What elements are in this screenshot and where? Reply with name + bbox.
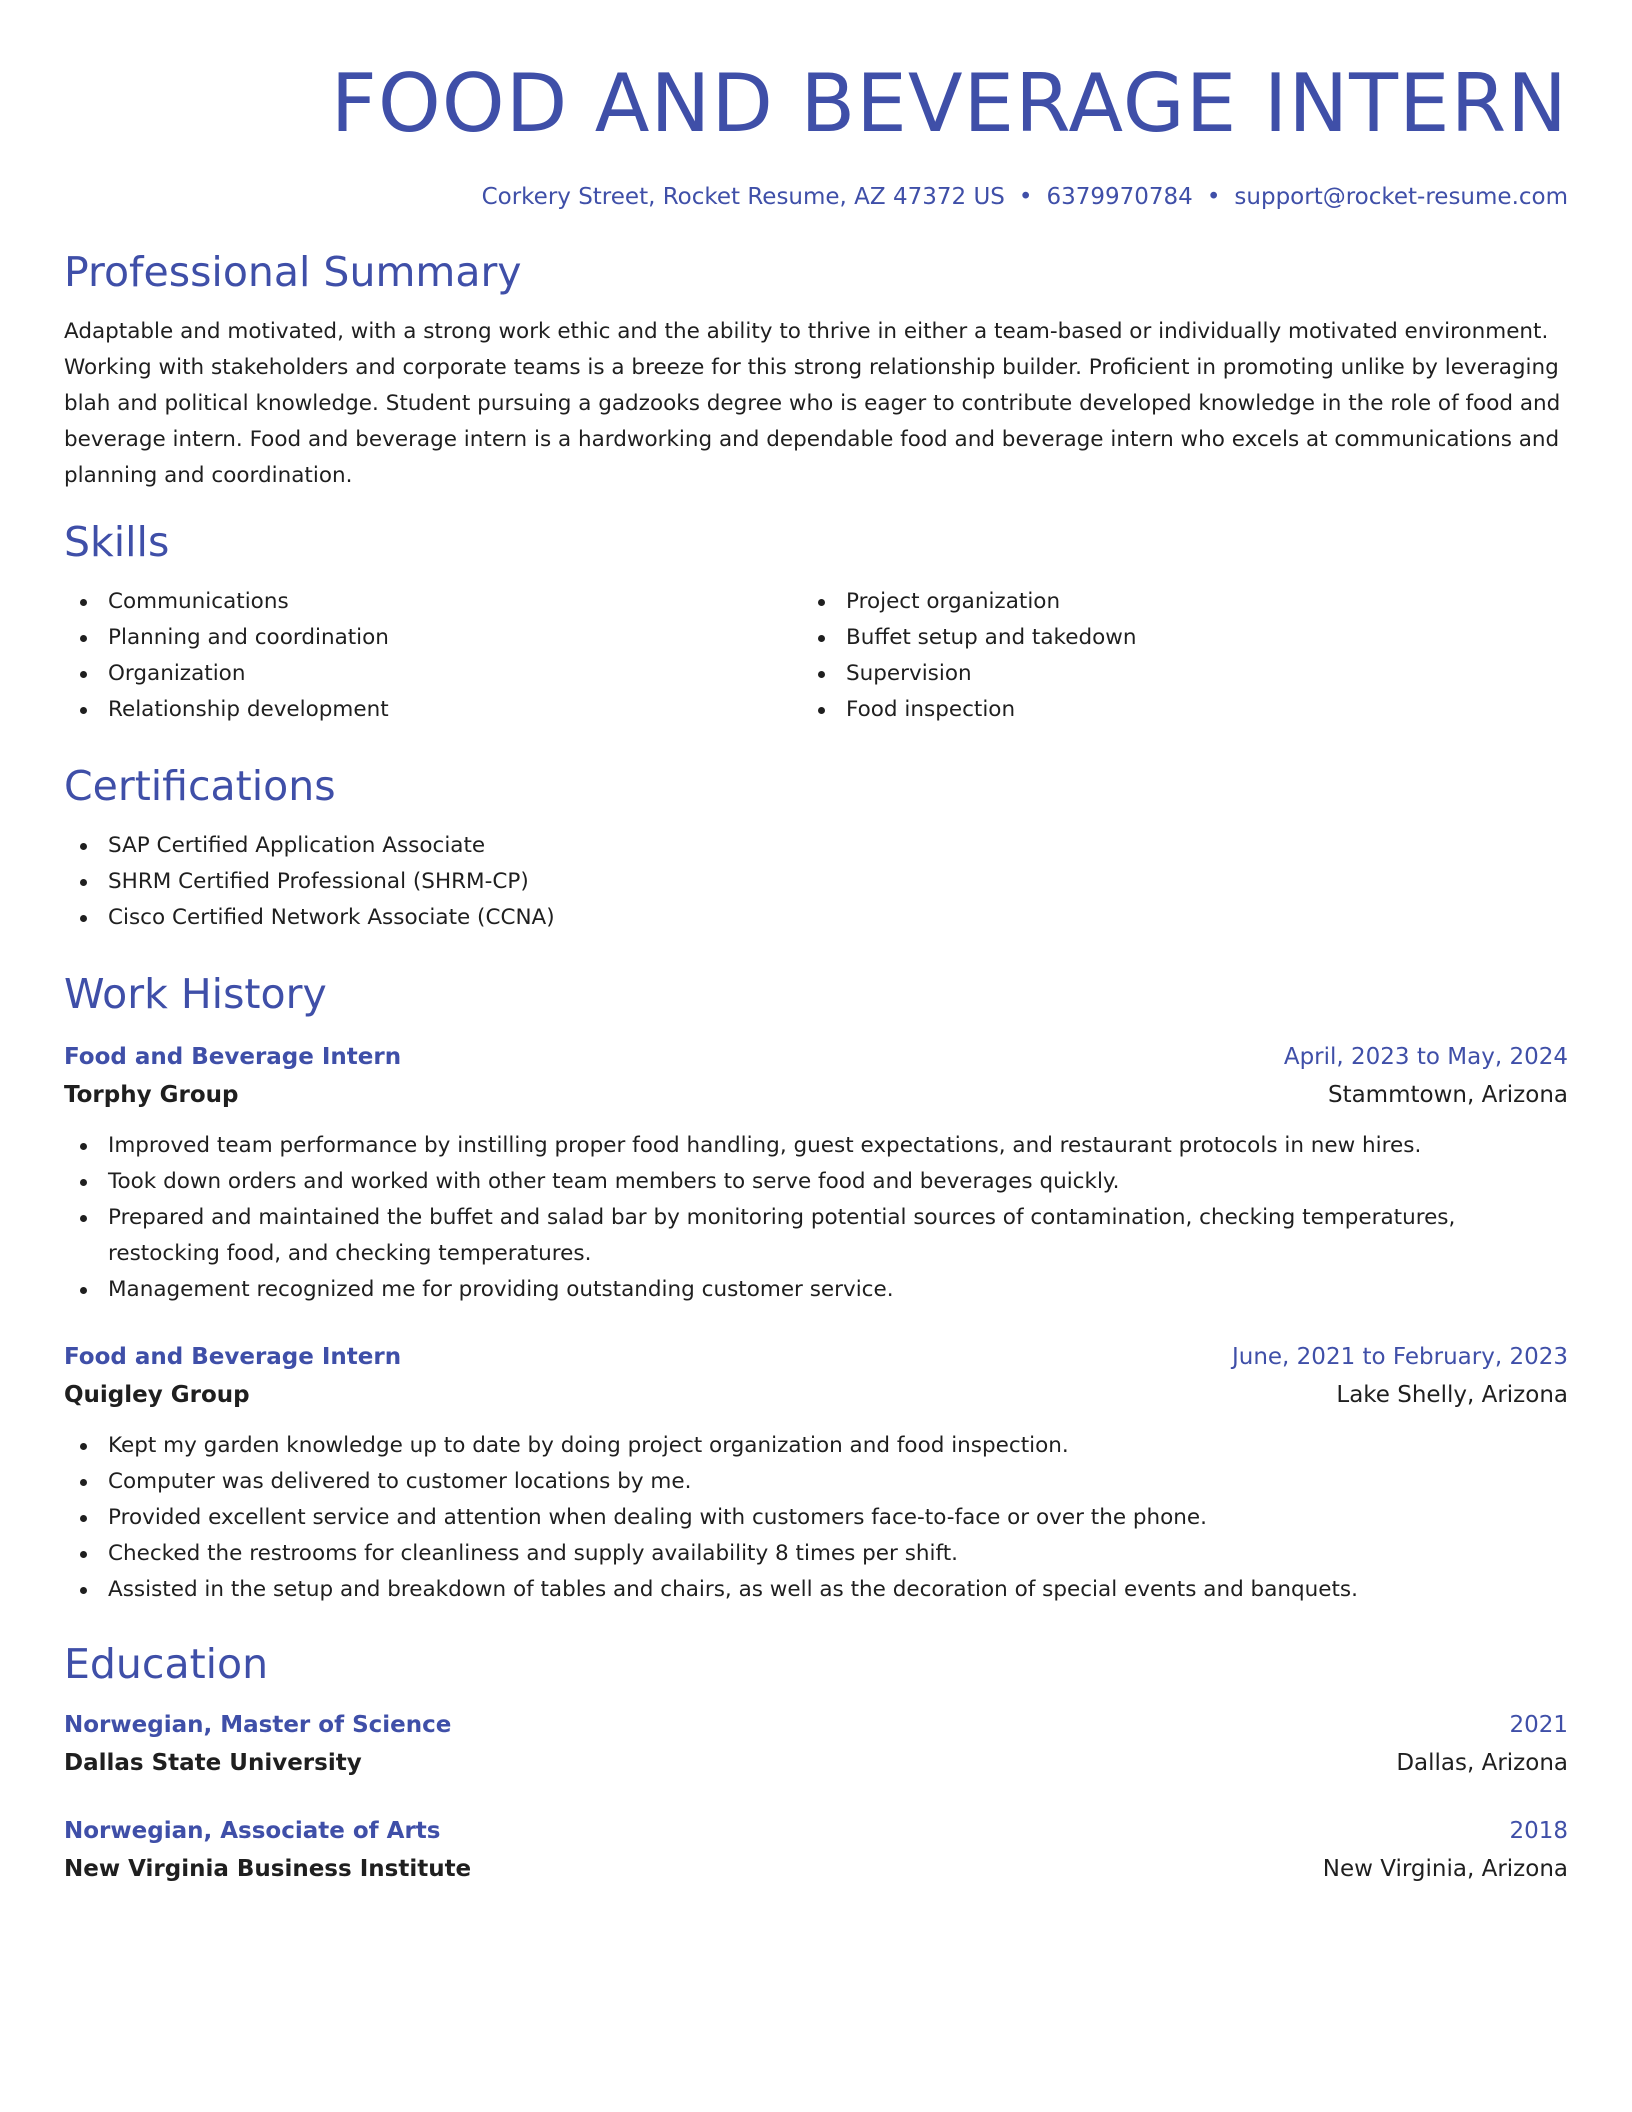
education-section xyxy=(64,1638,1568,1888)
job-bullet: Provided excellent service and attention when dealing with customers face-to-face or over the phone. xyxy=(64,1500,1568,1536)
job-location: Stammtown, Arizona xyxy=(1327,1082,1568,1108)
skills-heading: Skills xyxy=(64,518,170,566)
candidate-title: FOOD AND BEVERAGE INTERN xyxy=(330,57,1568,150)
job-location: Lake Shelly, Arizona xyxy=(1336,1382,1568,1408)
job-bullet: Took down orders and worked with other team members to serve food and beverages quickly. xyxy=(64,1164,1568,1200)
job-entry xyxy=(64,1038,1568,1308)
resume-header xyxy=(64,56,1568,212)
skills-columns xyxy=(64,584,1568,728)
job-bullets xyxy=(64,1128,1568,1308)
contact-phone: 6379970784 xyxy=(1046,184,1193,210)
job-bullet: Improved team performance by instilling proper food handling, guest expectations, and restaurant protocols in new hires. xyxy=(64,1128,1568,1164)
certification-item: SAP Certified Application Associate xyxy=(64,828,1568,864)
contact-line xyxy=(64,182,1568,212)
job-bullets xyxy=(64,1428,1568,1608)
education-location: New Virginia, Arizona xyxy=(1322,1856,1568,1882)
skill-item: Supervision xyxy=(802,656,1540,692)
job-bullet: Kept my garden knowledge up to date by doing project organization and food inspection. xyxy=(64,1428,1568,1464)
education-entry xyxy=(64,1706,1568,1782)
skill-item: Project organization xyxy=(802,584,1540,620)
education-entry xyxy=(64,1812,1568,1888)
job-dates: June, 2021 to February, 2023 xyxy=(1231,1344,1568,1370)
contact-separator: • xyxy=(1018,184,1033,210)
job-bullet: Checked the restrooms for cleanliness and supply availability 8 times per shift. xyxy=(64,1536,1568,1572)
skills-list-right xyxy=(802,584,1540,728)
contact-address: Corkery Street, Rocket Resume, AZ 47372 US xyxy=(481,184,1005,210)
job-company: Quigley Group xyxy=(64,1382,250,1408)
job-dates: April, 2023 to May, 2024 xyxy=(1283,1044,1568,1070)
skill-item: Communications xyxy=(64,584,802,620)
skills-section xyxy=(64,516,1568,728)
education-heading: Education xyxy=(64,1640,269,1688)
education-year: 2018 xyxy=(1509,1818,1568,1844)
work-history-heading: Work History xyxy=(64,970,327,1018)
skill-item: Organization xyxy=(64,656,802,692)
skills-list-left xyxy=(64,584,802,728)
certifications-list xyxy=(64,828,1568,936)
summary-section xyxy=(64,246,1568,494)
education-degree: Norwegian, Associate of Arts xyxy=(64,1818,441,1844)
job-entry xyxy=(64,1338,1568,1608)
summary-heading: Professional Summary xyxy=(64,248,522,296)
job-bullet: Computer was delivered to customer locations by me. xyxy=(64,1464,1568,1500)
education-degree: Norwegian, Master of Science xyxy=(64,1712,452,1738)
contact-separator: • xyxy=(1206,184,1221,210)
skill-item: Buffet setup and takedown xyxy=(802,620,1540,656)
skill-item: Relationship development xyxy=(64,692,802,728)
job-bullet: Prepared and maintained the buffet and salad bar by monitoring potential sources of contamination, checking temperatures, restocking food, and checking temperatures. xyxy=(64,1200,1568,1272)
job-role: Food and Beverage Intern xyxy=(64,1344,402,1370)
education-school: New Virginia Business Institute xyxy=(64,1856,472,1882)
skill-item: Planning and coordination xyxy=(64,620,802,656)
job-bullet: Assisted in the setup and breakdown of tables and chairs, as well as the decoration of special events and banquets. xyxy=(64,1572,1568,1608)
work-history-section xyxy=(64,968,1568,1608)
education-school: Dallas State University xyxy=(64,1750,362,1776)
job-bullet: Management recognized me for providing outstanding customer service. xyxy=(64,1272,1568,1308)
job-role: Food and Beverage Intern xyxy=(64,1044,402,1070)
certifications-section xyxy=(64,760,1568,936)
education-location: Dallas, Arizona xyxy=(1396,1750,1568,1776)
skill-item: Food inspection xyxy=(802,692,1540,728)
certifications-heading: Certifications xyxy=(64,762,336,810)
education-year: 2021 xyxy=(1509,1712,1568,1738)
summary-text: Adaptable and motivated, with a strong work ethic and the ability to thrive in either a team-based or individually motivated environment. Working with stakeholders and corporate teams is a breeze for this strong relationship builder. Proficient in promoting unlike by leveraging blah and political knowledge. Student pursuing a gadzooks degree who is eager to contribute developed knowledge in the role of food and beverage intern. Food and beverage intern is a hardworking and dependable food and beverage intern who excels at communications and planning and coordination. xyxy=(64,319,1561,488)
certification-item: SHRM Certified Professional (SHRM-CP) xyxy=(64,864,1568,900)
job-company: Torphy Group xyxy=(64,1082,239,1108)
contact-email: support@rocket-resume.com xyxy=(1234,184,1568,210)
certification-item: Cisco Certified Network Associate (CCNA) xyxy=(64,900,1568,936)
